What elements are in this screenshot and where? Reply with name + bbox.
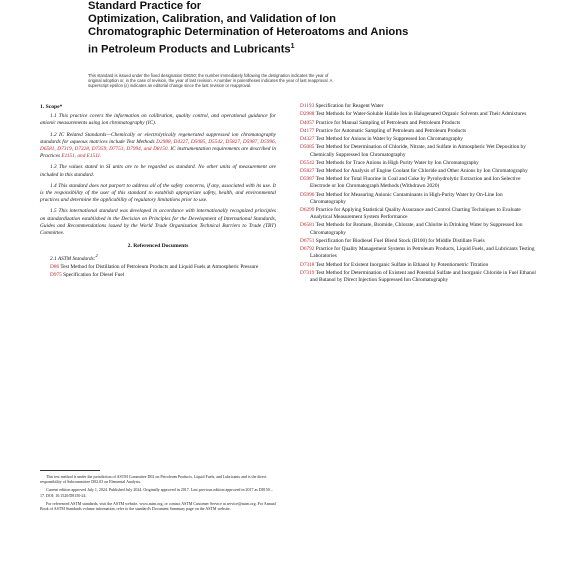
scope-para-2-text: 1.2 IC Related Standards—Chemically or electrolytically regenerated suppressed ion chromatography standards for aqueous matrices include Test Methods bbox=[40, 131, 276, 145]
referenced-heading: 2. Referenced Documents bbox=[127, 243, 189, 250]
reference-item bbox=[300, 262, 536, 269]
reference-item bbox=[300, 270, 536, 284]
astm-standards-sub bbox=[50, 252, 276, 263]
scope-para-1: 1.1 This practice covers the information on calibration, quality control, and operational guidance for anionic measurements using ion chromatography (IC). bbox=[40, 113, 276, 127]
reference-item bbox=[300, 246, 536, 260]
reference-item bbox=[50, 264, 276, 271]
reference-item bbox=[300, 136, 536, 143]
reference-item bbox=[300, 192, 536, 206]
scope-para-2 bbox=[40, 132, 276, 161]
reference-item bbox=[300, 176, 536, 190]
reference-text: Practice for Applying Statistical Quality Assurance and Control Charting Techniques to Evaluate Analytical Measurement System Performance bbox=[310, 207, 521, 221]
reference-code-link[interactable]: D1193 bbox=[300, 103, 315, 109]
scope-para-2-text-b: IC instrumentation requirements are described in Practices bbox=[40, 146, 276, 160]
reference-text: Practice for Quality Management Systems in Petroleum Products, Liquid Fuels, and Lubricants Testing Laboratories bbox=[310, 246, 535, 260]
reference-item bbox=[300, 238, 536, 245]
title-footnote-mark: 1 bbox=[290, 42, 295, 50]
reference-code-link[interactable]: D7319 bbox=[300, 269, 315, 276]
notice-line: original adoption or, in the case of revision, the year of last revision. A number in parentheses indicates the year of last reapproval. A bbox=[88, 78, 333, 84]
reference-text: Test Methods for Water-Soluble Halide Ion in Halogenated Organic Solvents and Their Admixtures bbox=[314, 111, 527, 118]
reference-code-link[interactable]: D7318 bbox=[300, 261, 315, 268]
reference-code-link[interactable]: D86 bbox=[50, 264, 60, 271]
reference-code-link[interactable]: D6751 bbox=[300, 237, 315, 244]
scope-para-3: 1.3 The values stated in SI units are to be regarded as standard. No other units of measurement are included in this standard. bbox=[40, 164, 276, 178]
notice-line: This standard is issued under the fixed designation D8150; the number immediately following the designation indicates the year of bbox=[88, 73, 329, 78]
reference-item bbox=[300, 207, 536, 221]
title-line: Optimization, Calibration, and Validation of Ion bbox=[88, 13, 336, 26]
reference-item bbox=[300, 168, 536, 175]
title-line-text: in Petroleum Products and Lubricants bbox=[88, 43, 291, 56]
footnote-2: For referenced ASTM standards, visit the ASTM website, www.astm.org, or contact ASTM Customer Service at service@astm.org. For Annual Book of ASTM Standards volume information, refer to the standard's Document Summary page on the ASTM website. bbox=[40, 500, 276, 512]
right-column bbox=[300, 15, 536, 285]
reference-text: Test Method for Measuring Anionic Contaminants in High-Purity Water by On-Line Ion Chromatography bbox=[310, 191, 503, 205]
reference-item bbox=[300, 120, 536, 127]
reference-code-link[interactable]: D2988 bbox=[300, 111, 315, 118]
reference-text: Specification for Biodiesel Fuel Blend Stock (B100) for Middle Distillate Fuels bbox=[314, 237, 485, 244]
reference-text: Test Method for Total Fluorine in Coal and Coke by Pyrohydrolytic Extraction and Ion Selective Electrode or Ion Chromatograph Methods (Withdrawn 2020) bbox=[310, 176, 521, 190]
footnote-mark: 2 bbox=[95, 253, 98, 259]
footnote-1b: Current edition approved July 1, 2024. Published July 2024. Originally approved in 2017. Last previous edition approved in 2017 as D8150 – 17. DOI: 10.1520/D8150-24. bbox=[40, 487, 273, 498]
standards-links[interactable]: D2988, D4327, D5085, D5542, D5827, D5987, D5996, D6581, D7319, D7328, D7359, D7751, D7994, and D8150. bbox=[40, 138, 276, 153]
reference-text: Test Method for Existent Inorganic Sulfate in Ethanol by Potentiometric Titration bbox=[314, 261, 489, 268]
reference-text: Test Method for Analysis of Engine Coolant for Chloride and Other Anions by Ion Chromatography bbox=[314, 168, 528, 175]
reference-code-link[interactable]: D5987 bbox=[300, 176, 315, 183]
left-column bbox=[40, 104, 276, 279]
reference-item bbox=[300, 222, 536, 236]
title-line: Standard Practice for bbox=[88, 0, 202, 12]
reference-item bbox=[300, 128, 536, 135]
reference-code-link[interactable]: D5085 bbox=[300, 144, 315, 151]
reference-code-link[interactable]: D4177 bbox=[300, 127, 315, 134]
reference-code-link[interactable]: D6581 bbox=[300, 222, 315, 229]
reference-text: Practice for Manual Sampling of Petroleum and Petroleum Products bbox=[314, 119, 461, 126]
reference-item bbox=[50, 272, 276, 279]
reference-code-link[interactable]: D4327 bbox=[300, 136, 315, 143]
reference-code-link[interactable]: D4057 bbox=[300, 119, 315, 126]
reference-text: Test Method for Determination of Existent and Potential Sulfate and Inorganic Chloride in Fuel Ethanol and Butanol by Direct Injection Suppressed Ion Chromatography bbox=[310, 269, 536, 283]
scope-heading: 1. Scope* bbox=[40, 104, 63, 110]
title-line: Chromatographic Determination of Heteroatoms and Anions bbox=[88, 26, 409, 39]
footnotes bbox=[40, 474, 276, 514]
reference-text: Test Method for Distillation of Petroleum Products and Liquid Fuels at Atmospheric Pressure bbox=[59, 264, 259, 271]
reference-code-link[interactable]: D6792 bbox=[300, 246, 315, 253]
reference-item bbox=[300, 144, 536, 158]
notice-line: superscript epsilon (ε) indicates an editorial change since the last revision or reapproval. bbox=[88, 83, 252, 89]
reference-text: Test Methods for Bromate, Bromide, Chlorate, and Chlorite in Drinking Water by Suppressed Ion Chromatography bbox=[310, 222, 523, 236]
reference-item bbox=[300, 160, 536, 167]
practices-links[interactable]: E1151, and E1511. bbox=[61, 153, 102, 160]
reference-code-link[interactable]: D5996 bbox=[300, 191, 315, 198]
reference-code-link[interactable]: D6299 bbox=[300, 207, 315, 214]
scope-para-5: 1.5 This international standard was developed in accordance with internationally recognized principles on standardization established in the Decision on Principles for the Development of International Standards, Guides and Recommendations issued by the World Trade Organization Technical Barriers to Trade (TBT) Committee. bbox=[40, 208, 276, 237]
reference-text: Test Method for Determination of Chloride, Nitrate, and Sulfate in Atmospheric Wet Deposition by Chemically Suppressed Ion Chromatography bbox=[310, 144, 526, 158]
astm-standards-label: 2.1 ASTM Standards: bbox=[50, 256, 96, 263]
reference-text: Practice for Automatic Sampling of Petroleum and Petroleum Products bbox=[314, 127, 467, 134]
reference-item bbox=[300, 111, 536, 118]
reference-text: Test Methods for Trace Anions in High Purity Water by Ion Chromatography bbox=[314, 159, 479, 166]
scope-para-4: 1.4 This standard does not purport to address all of the safety concerns, if any, associated with its use. It is the responsibility of the user of this standard to establish appropriate safety, health, and environmental practices and determine the applicability of regulatory limitations prior to use. bbox=[40, 182, 276, 204]
reference-code-link[interactable]: D5827 bbox=[300, 168, 315, 175]
reference-text: Test Method for Anions in Water by Suppressed Ion Chromatography bbox=[314, 136, 463, 143]
reference-code-link[interactable]: D5542 bbox=[300, 159, 315, 166]
footnote-1: This test method is under the jurisdiction of ASTM Committee D02 on Petroleum Products, Liquid Fuels, and Lubricants and is the direct responsibility of Subcommittee D02.03 on Elemental Analysis. bbox=[40, 474, 267, 485]
reference-text: Specification for Diesel Fuel bbox=[61, 271, 125, 278]
footnote-divider bbox=[40, 470, 100, 471]
reference-text: Specification for Reagent Water bbox=[314, 103, 384, 109]
reference-item bbox=[300, 103, 536, 110]
reference-code-link[interactable]: D975 bbox=[50, 271, 62, 278]
